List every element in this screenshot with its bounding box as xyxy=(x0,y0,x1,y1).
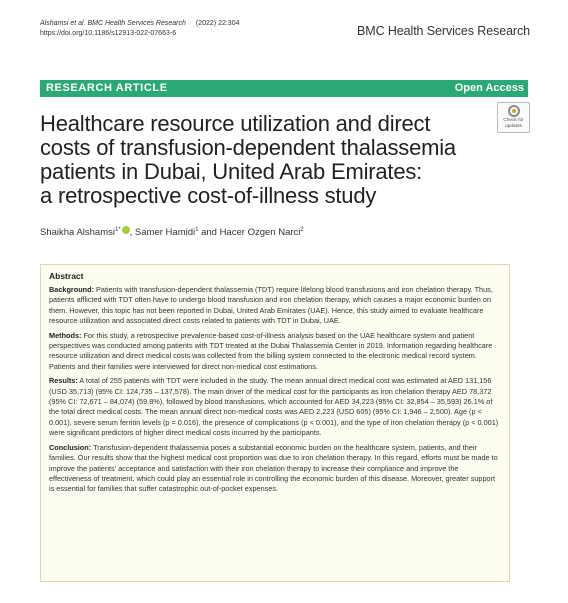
citation-header xyxy=(40,19,239,39)
author-3-affiliation: 2 xyxy=(300,226,304,233)
abstract-conclusion xyxy=(49,443,501,495)
open-access-label: Open Access xyxy=(454,82,524,94)
methods-label: Methods: xyxy=(49,330,82,340)
abstract-results xyxy=(49,376,501,438)
title-line-1: Healthcare resource utilization and direct xyxy=(40,111,431,136)
title-line-2: costs of transfusion-dependent thalassemia xyxy=(40,135,456,160)
author-3[interactable]: and Hacer Ozgen Narci xyxy=(198,227,301,238)
check-updates-label-2: updates xyxy=(504,124,523,130)
orcid-icon[interactable] xyxy=(122,226,130,234)
article-type-label: RESEARCH ARTICLE xyxy=(46,82,168,94)
background-label: Background: xyxy=(49,285,94,294)
abstract-box xyxy=(40,264,510,582)
title-line-4: a retrospective cost-of-illness study xyxy=(40,183,377,208)
results-label: Results: xyxy=(49,376,78,386)
abstract-background xyxy=(49,285,501,327)
article-type-band xyxy=(40,80,528,97)
citation-year: (2022) 22:304 xyxy=(195,20,240,27)
author-list xyxy=(40,226,304,238)
author-1[interactable]: Shaikha Alshamsi xyxy=(40,227,115,238)
conclusion-label: Conclusion: xyxy=(49,442,92,452)
abstract-heading: Abstract xyxy=(49,271,84,281)
results-text: A total of 255 patients with TDT were included in the study. The mean annual direct medical cost was estimated at AED 131,156 (USD 35,713) (95% CI: 124,735 – 137,578). The main driver of the medical cost for the participants as iron chelation therapy AED 78,372 (95% CI: 72,671 – 84,074) (59.8%), followed by blood transfusions, which accounted for AED 34,223 (95% CI: 32,854 – 35,593) 26.1% of the total direct medical costs. The mean annual direct non-medical costs was AED 2,223 (USD 605) (95% CI: 1,946 – 2,500). Age (p < 0.001), severe serum ferritin levels (p = 0.016), the presence of complications (p < 0.001), and the type of iron chelation therapy (p < 0.001) were significant predictors of higher direct medical costs incurred by the participants. xyxy=(49,376,499,438)
check-updates-icon xyxy=(508,105,520,117)
conclusion-text: Transfusion-dependent thalassemia poses a substantial economic burden on the healthcare system, patients, and their families. Our results show that the highest medical cost proportion was due to iron chelation therapy. In this regard, efforts must be made to improve the patients' acceptance and satisfaction with their iron chelation therapy to increase their compliance and improve the effectiveness of treatment, which could play an essential role in controlling the economic burden of this disease. Moreover, greater support is essential for families that suffer catastrophic out-of-pocket expenses. xyxy=(49,442,498,494)
article-title xyxy=(40,112,490,208)
check-updates-label-1: Check for xyxy=(503,118,524,123)
author-2-affiliation: 1 xyxy=(195,226,199,233)
author-1-affiliation: 1* xyxy=(114,226,121,233)
abstract-methods xyxy=(49,331,501,373)
doi-link[interactable]: https://doi.org/10.1186/s12913-022-07663-6 xyxy=(40,30,177,37)
check-for-updates-button[interactable] xyxy=(497,102,530,133)
methods-text: For this study, a retrospective prevalence-based cost-of-illness analysis based on the UAE healthcare system and patient perspectives was conducted among patients with TDT treated at the Dubai Thalassemia Center in 2019. Information regarding healthcare resource utilization and direct medical costs was collected from the billing system connected to the electronic medical record system. Patients and their families were interviewed for direct non-medical cost estimations. xyxy=(49,330,493,371)
author-2[interactable]: , Samer Hamidi xyxy=(129,227,196,238)
citation-authors: Alshamsi et al. BMC Health Services Research xyxy=(40,20,186,27)
background-text: Patients with transfusion-dependent thalassemia (TDT) require lifelong blood transfusions and iron chelation therapy. Thus, patients afflicted with TDT often have to undergo blood transfusion and iron chelation therapy, which causes a major economic burden on them. However, this topic has not been reported in Dubai, United Arab Emirates (UAE). Hence, this study aimed to evaluate healthcare resource utilization and associated direct costs related to patients with TDT in Dubai, UAE. xyxy=(49,285,493,326)
journal-name: BMC Health Services Research xyxy=(357,24,530,38)
title-line-3: patients in Dubai, United Arab Emirates: xyxy=(40,159,423,184)
